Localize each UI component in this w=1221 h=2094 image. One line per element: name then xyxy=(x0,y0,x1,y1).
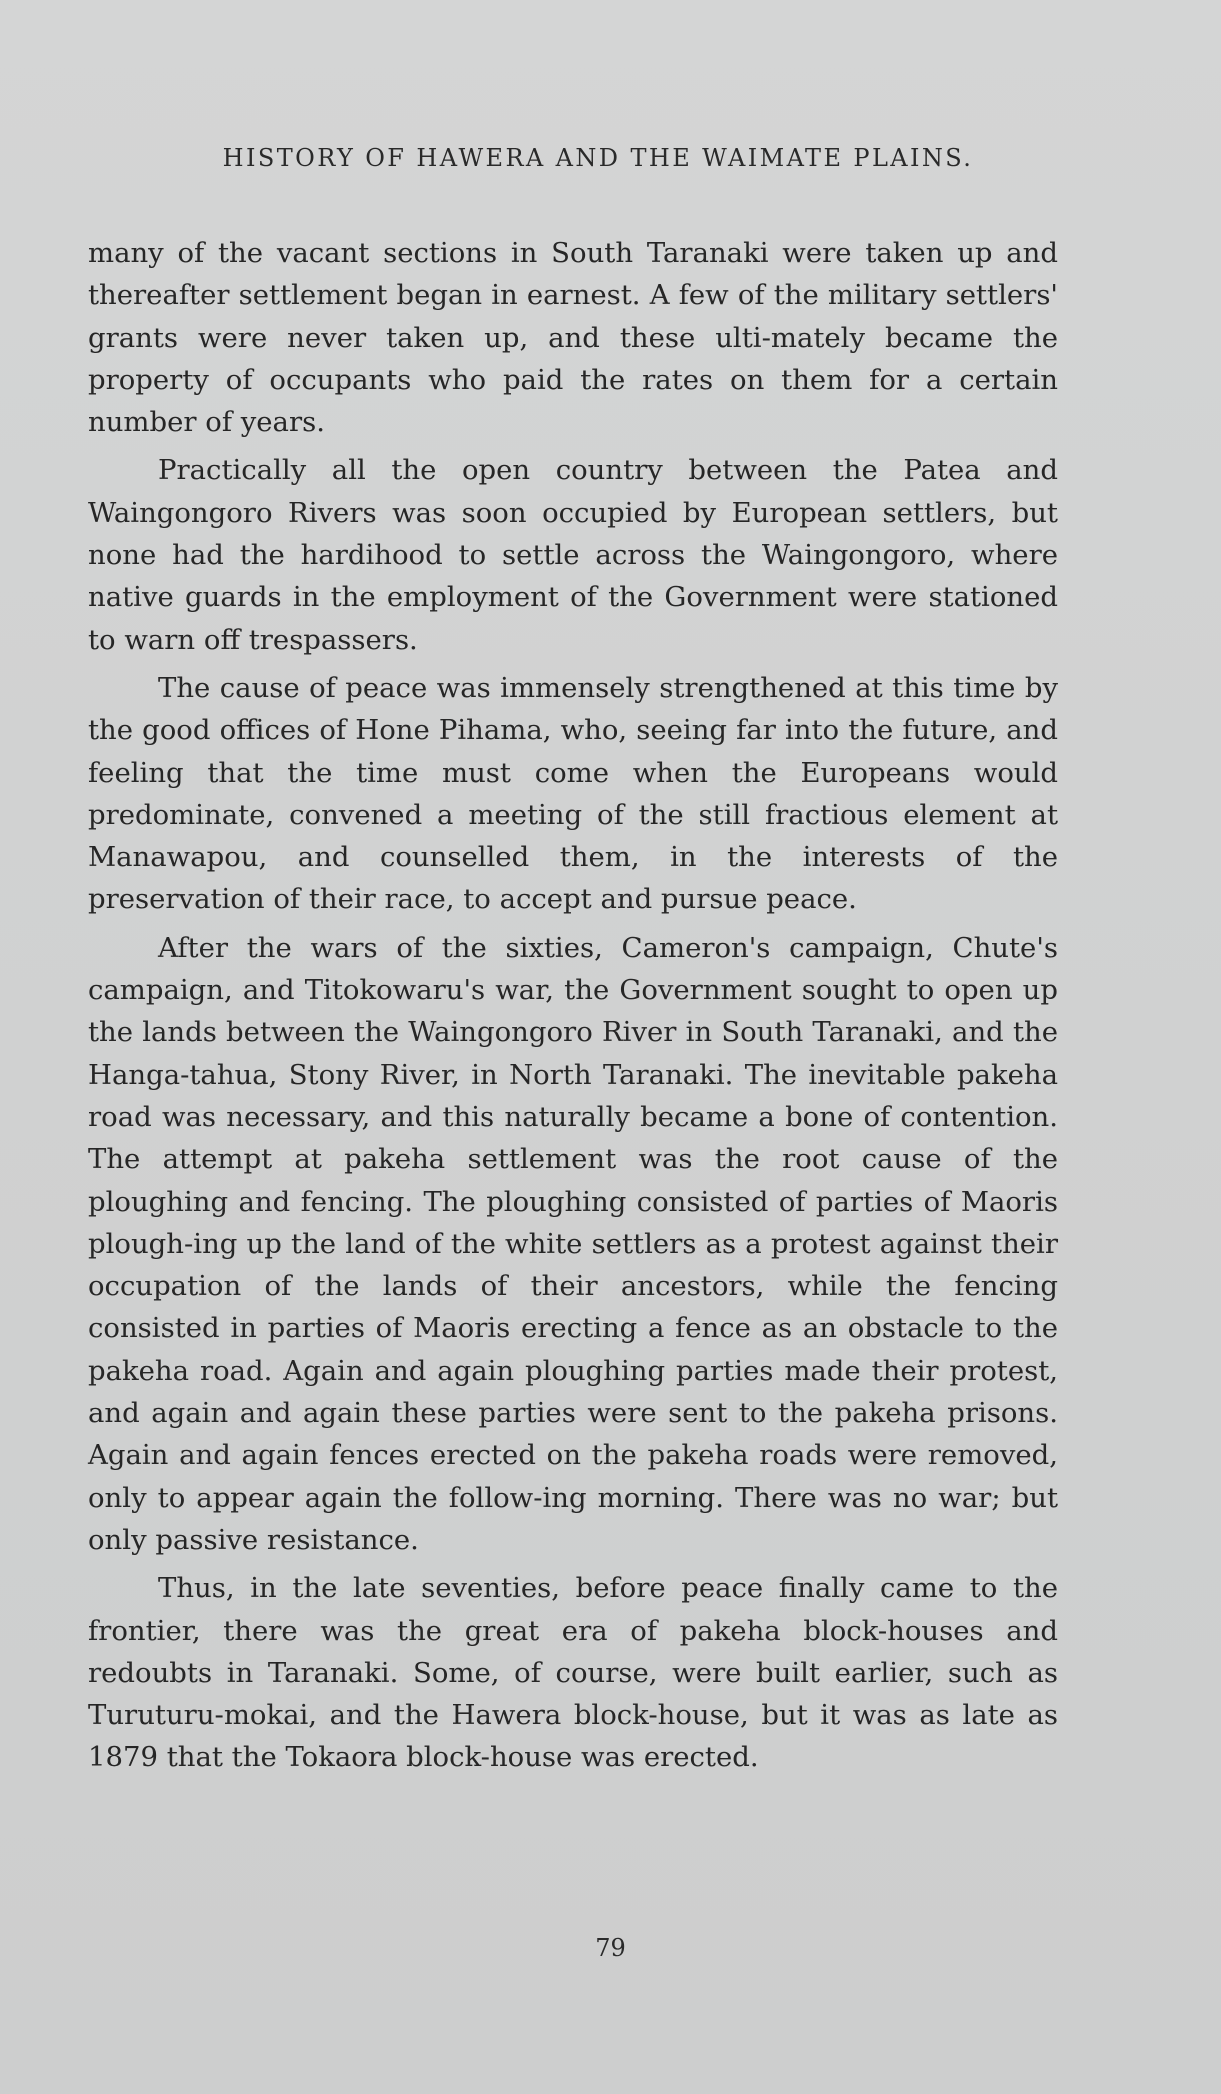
paragraph: Thus, in the late seventies, before peace finally came to the frontier, there was the great era of pakeha block-houses and redoubts in Taranaki. Some, of course, were built earlier, such as Turuturu-mokai, and the Hawera block-house, but it was as late as 1879 that the Tokaora block-house was erected. xyxy=(88,1572,1058,1774)
body-text xyxy=(88,232,1058,1785)
running-head: HISTORY OF HAWERA AND THE WAIMATE PLAINS. xyxy=(222,144,974,172)
paragraph: many of the vacant sections in South Taranaki were taken up and thereafter settlement began in earnest. A few of the military settlers' grants were never taken up, and these ulti-mately became the property of occupants who paid the rates on them for a certain number of years. xyxy=(88,237,1058,439)
paragraph: After the wars of the sixties, Cameron's campaign, Chute's campaign, and Titokowaru's war, the Government sought to open up the lands between the Waingongoro River in South Taranaki, and the Hanga-tahua, Stony River, in North Taranaki. The inevitable pakeha road was necessary, and this naturally became a bone of contention. The attempt at pakeha settlement was the root cause of the ploughing and fencing. The ploughing consisted of parties of Maoris plough-ing up the land of the white settlers as a protest against their occupation of the lands of their ancestors, while the fencing consisted in parties of Maoris erecting a fence as an obstacle to the pakeha road. Again and again ploughing parties made their protest, and again and again these parties were sent to the pakeha prisons. Again and again fences erected on the pakeha roads were removed, only to appear again the follow-ing morning. There was no war; but only passive resistance. xyxy=(88,931,1058,1556)
paragraph: Practically all the open country between the Patea and Waingongoro Rivers was soon occupied by European settlers, but none had the hardihood to settle across the Waingongoro, where native guards in the employment of the Government were stationed to warn off trespassers. xyxy=(88,454,1058,656)
paragraph: The cause of peace was immensely strengthened at this time by the good offices of Hone Pihama, who, seeing far into the future, and feeling that the time must come when the Europeans would predominate, convened a meeting of the still fractious element at Manawapou, and counselled them, in the interests of the preservation of their race, to accept and pursue peace. xyxy=(88,671,1058,916)
page-number: 79 xyxy=(595,1934,626,1962)
